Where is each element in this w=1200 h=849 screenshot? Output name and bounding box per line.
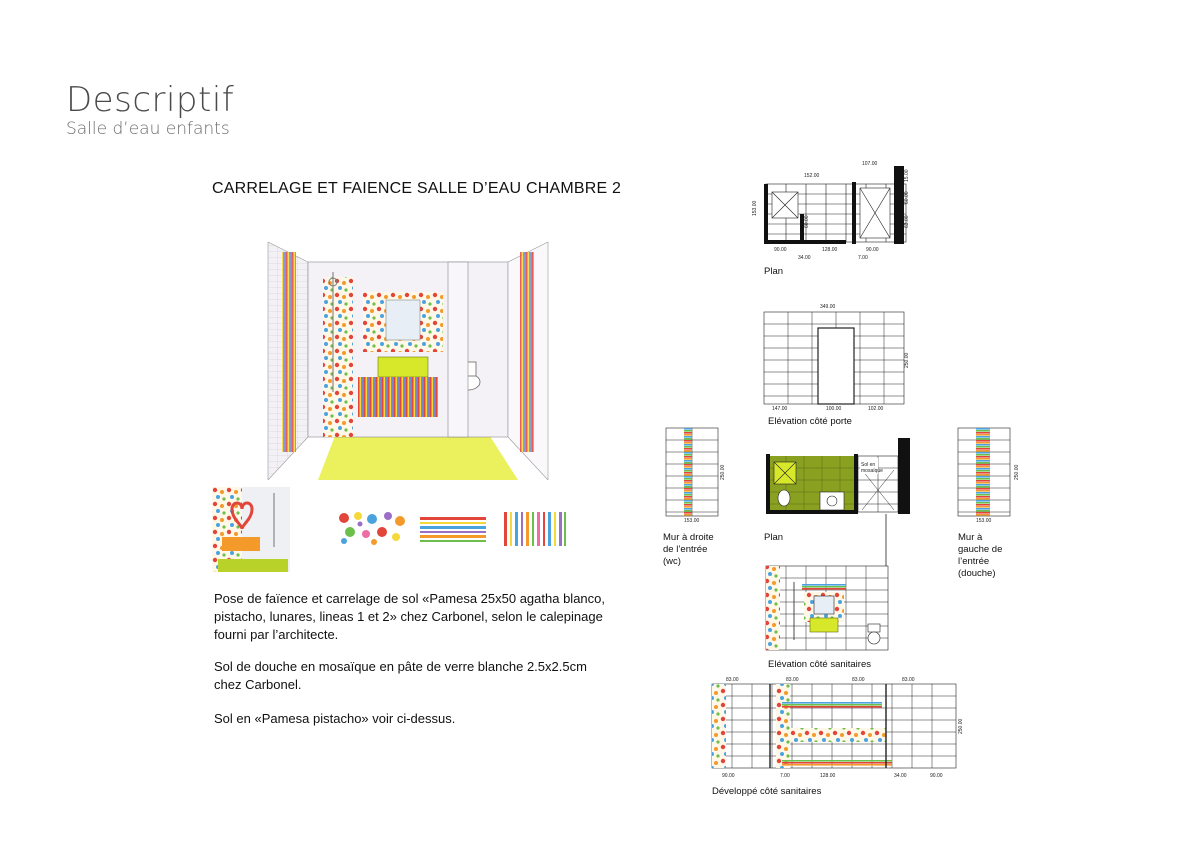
wall-left-shower-drawing xyxy=(952,424,1024,524)
svg-text:83.00: 83.00 xyxy=(786,677,799,683)
svg-text:83.00: 83.00 xyxy=(902,677,915,683)
svg-text:107.00: 107.00 xyxy=(862,161,878,167)
plan-mid-drawing xyxy=(760,436,916,522)
svg-text:250.00: 250.00 xyxy=(720,464,726,480)
elevation-sanitary-drawing xyxy=(764,564,892,654)
svg-text:7.00: 7.00 xyxy=(858,255,868,261)
svg-text:128.00: 128.00 xyxy=(820,773,836,779)
svg-text:34.00: 34.00 xyxy=(798,255,811,261)
lineas-2-swatch xyxy=(502,512,568,546)
svg-text:90.00: 90.00 xyxy=(930,773,943,779)
svg-text:83.00: 83.00 xyxy=(726,677,739,683)
svg-text:60.00: 60.00 xyxy=(904,191,910,204)
svg-text:102.00: 102.00 xyxy=(868,406,884,412)
page-subtitle: Salle d’eau enfants xyxy=(66,119,230,139)
svg-text:153.00: 153.00 xyxy=(976,518,992,524)
lunares-swatch xyxy=(336,510,408,546)
svg-text:60.00: 60.00 xyxy=(804,215,810,228)
lineas-1-swatch xyxy=(420,514,486,544)
wall-right-wc-drawing xyxy=(662,424,730,524)
reference-photo xyxy=(212,487,290,572)
svg-text:83.00: 83.00 xyxy=(852,677,865,683)
svg-text:63.00: 63.00 xyxy=(904,215,910,228)
svg-text:7.00: 7.00 xyxy=(780,773,790,779)
svg-text:90.00: 90.00 xyxy=(722,773,735,779)
svg-text:mosaïque: mosaïque xyxy=(861,468,883,474)
svg-text:147.00: 147.00 xyxy=(772,406,788,412)
wall-left-label: Mur à gauche de l’entrée (douche) xyxy=(958,532,1003,579)
elevation-sanitary-label: Elévation côté sanitaires xyxy=(768,659,871,670)
plan-mid-label: Plan xyxy=(764,532,784,543)
svg-text:153.00: 153.00 xyxy=(684,518,700,524)
connector-line xyxy=(880,514,892,566)
developed-sanitary-label: Développé côté sanitaires xyxy=(712,786,822,797)
svg-text:250.00: 250.00 xyxy=(904,352,910,368)
wall-right-label: Mur à droite de l’entrée (wc) xyxy=(663,532,714,567)
svg-text:15.00: 15.00 xyxy=(904,169,910,182)
svg-text:152.00: 152.00 xyxy=(804,173,820,179)
svg-text:Sol en: Sol en xyxy=(861,462,876,468)
plan-top-drawing xyxy=(748,160,918,264)
svg-text:34.00: 34.00 xyxy=(894,773,907,779)
section-title: CARRELAGE ET FAIENCE SALLE D’EAU CHAMBRE 2 xyxy=(212,180,622,197)
svg-text:100.00: 100.00 xyxy=(826,406,842,412)
elevation-door-side-label: Elévation côté porte xyxy=(768,416,852,427)
svg-text:128.00: 128.00 xyxy=(822,247,838,253)
plan-top-label: Plan xyxy=(764,266,784,277)
svg-text:250.00: 250.00 xyxy=(958,718,964,734)
svg-text:90.00: 90.00 xyxy=(866,247,879,253)
description-paragraph-2: Sol de douche en mosaïque en pâte de verre blanche 2.5x2.5cm chez Carbonel. xyxy=(214,659,587,692)
description-paragraph-1: Pose de faïence et carrelage de sol «Pamesa 25x50 agatha blanco, pistacho, lunares, lineas 1 et 2» chez Carbonel, selon le calepinage fourni par l’architecte. xyxy=(214,591,605,642)
developed-sanitary-drawing xyxy=(706,674,968,784)
description-paragraph-3: Sol en «Pamesa pistacho» voir ci-dessus. xyxy=(214,711,456,726)
svg-text:90.00: 90.00 xyxy=(774,247,787,253)
svg-text:250.00: 250.00 xyxy=(1014,464,1020,480)
bathroom-perspective-sketch xyxy=(208,222,570,480)
svg-text:349.00: 349.00 xyxy=(820,304,836,310)
elevation-door-side-drawing xyxy=(756,300,912,414)
page-title: Descriptif xyxy=(66,80,235,120)
svg-text:153.00: 153.00 xyxy=(752,200,758,216)
